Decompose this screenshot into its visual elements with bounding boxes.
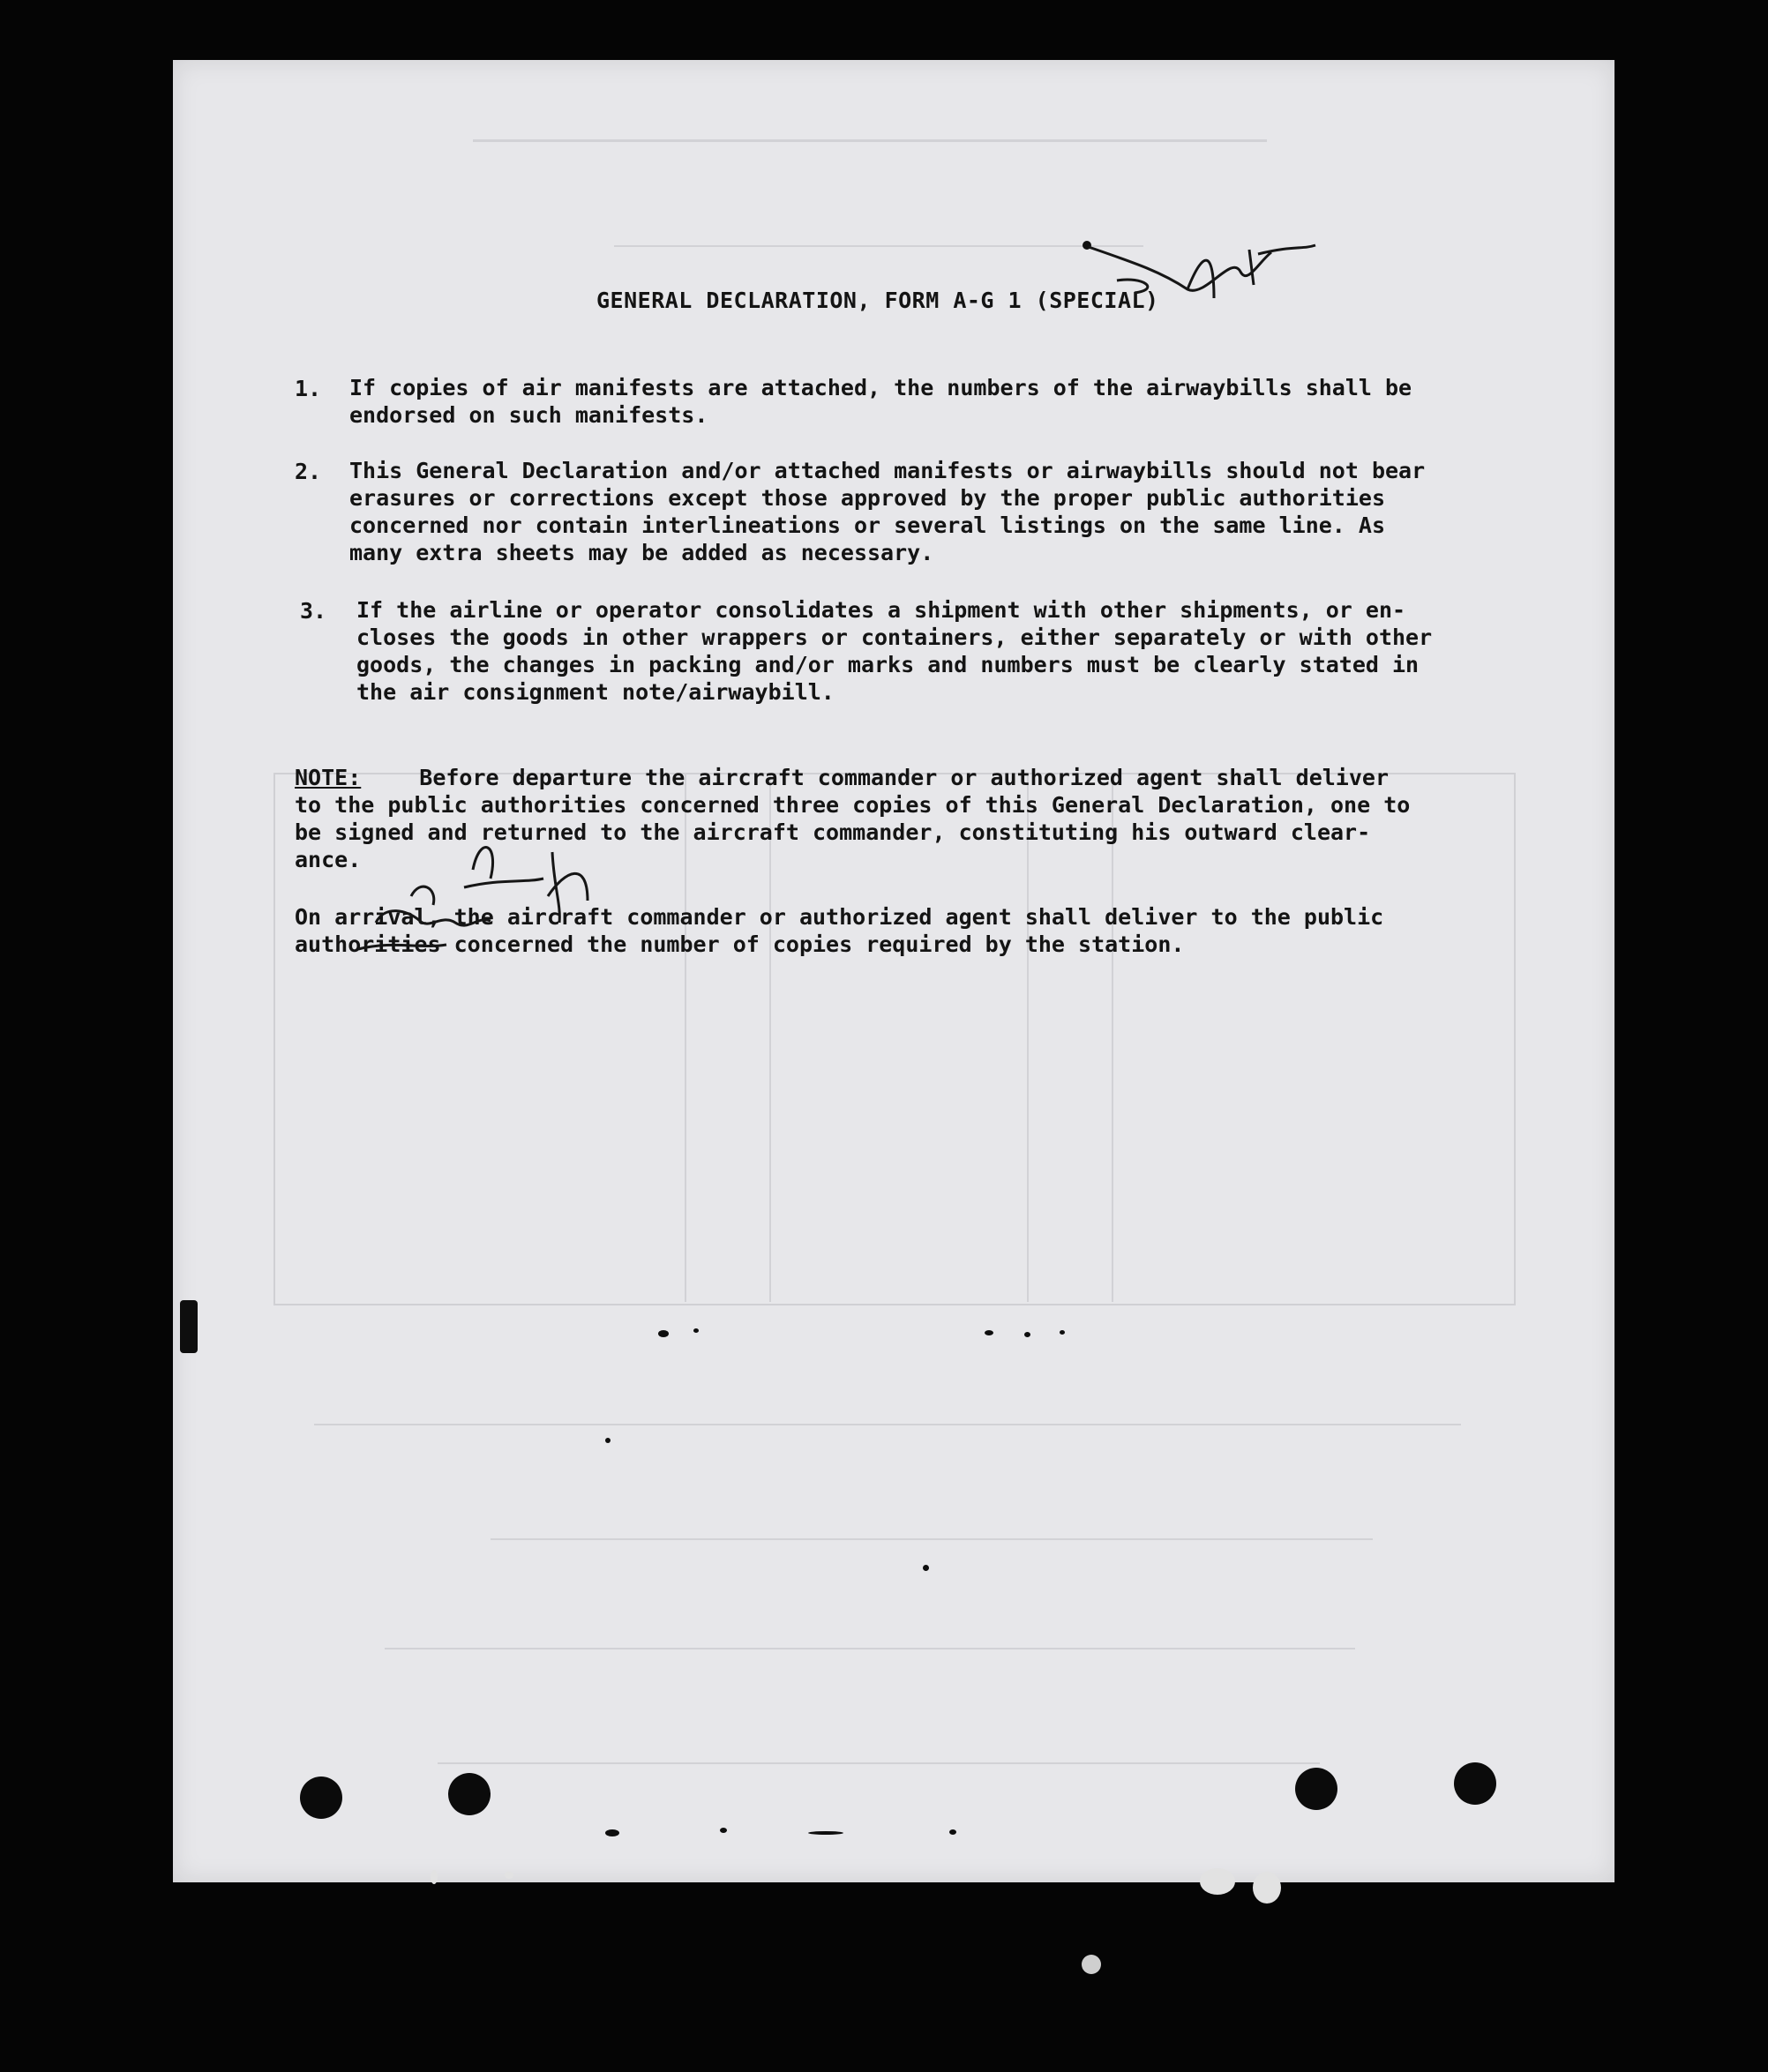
item-1-line: endorsed on such manifests.: [349, 402, 708, 428]
scan-artifact: [1253, 1872, 1281, 1904]
bleed-through-rule: [614, 245, 1143, 247]
note-first-line: [295, 764, 1410, 791]
note-line: be signed and returned to the aircraft commander, constituting his outward clear-: [295, 819, 1371, 845]
item-2-line: concerned nor contain interlineations or several listings on the same line. As: [349, 512, 1385, 538]
item-3-line: closes the goods in other wrappers or containers, either separately or with other: [356, 625, 1433, 650]
scan-artifact: [431, 1870, 438, 1884]
scan-artifact: [505, 1872, 513, 1879]
ink-speck: [605, 1438, 611, 1443]
ink-speck: [658, 1330, 669, 1337]
note-first-line-text: Before departure the aircraft commander or authorized agent shall deliver: [419, 765, 1390, 790]
handwritten-signature-graphic: [323, 817, 641, 976]
item-2-line: many extra sheets may be added as necessary.: [349, 540, 934, 565]
item-3-line: the air consignment note/airwaybill.: [356, 679, 835, 705]
bleed-through-rule: [473, 139, 1267, 142]
punch-hole: [1454, 1762, 1496, 1805]
bleed-through-rule: [491, 1538, 1373, 1540]
handwritten-initials-graphic: [1082, 236, 1329, 316]
ink-speck: [1024, 1332, 1030, 1337]
scan-artifact: [1082, 1955, 1101, 1974]
scan-artifact: [180, 1300, 198, 1353]
ink-speck: [949, 1829, 956, 1835]
item-1-number: 1.: [295, 376, 322, 401]
punch-hole: [1295, 1768, 1337, 1810]
bleed-through-rule: [385, 1648, 1355, 1649]
ink-speck: [605, 1829, 619, 1836]
item-3-number: 3.: [300, 598, 327, 624]
punch-hole: [448, 1773, 491, 1815]
scan-artifact: [1200, 1868, 1235, 1895]
bleed-through-rule: [314, 1424, 1461, 1425]
document-page: [173, 60, 1614, 1882]
item-3-line: goods, the changes in packing and/or marks and numbers must be clearly stated in: [356, 652, 1420, 677]
form-title: GENERAL DECLARATION, FORM A-G 1 (SPECIAL): [596, 288, 1159, 313]
item-3-text: [356, 596, 1480, 706]
item-1-text: [349, 374, 1473, 429]
note-line: ance.: [295, 847, 362, 872]
ink-speck: [808, 1831, 843, 1835]
ink-speck: [720, 1828, 727, 1833]
item-1-line: If copies of air manifests are attached, the numbers of the airwaybills shall be: [349, 375, 1412, 400]
arrival-line: On arrival, the aircraft commander or authorized agent shall deliver to the public: [295, 904, 1384, 930]
note-label: NOTE:: [295, 765, 362, 790]
bleed-through-rule: [438, 1762, 1320, 1764]
item-2-number: 2.: [295, 459, 322, 484]
item-3-line: If the airline or operator consolidates a shipment with other shipments, or en-: [356, 597, 1406, 623]
ink-speck: [1060, 1330, 1065, 1335]
ink-speck: [693, 1328, 699, 1333]
note-line: to the public authorities concerned three copies of this General Declaration, one to: [295, 792, 1411, 818]
ink-speck: [985, 1330, 993, 1335]
item-2-line: This General Declaration and/or attached manifests or airwaybills should not bear: [349, 458, 1426, 483]
arrival-line: authorities concerned the number of copies required by the station.: [295, 931, 1185, 957]
ink-speck: [923, 1565, 929, 1571]
punch-hole: [300, 1777, 342, 1819]
item-2-text: [349, 457, 1473, 566]
item-2-line: erasures or corrections except those approved by the proper public authorities: [349, 485, 1385, 511]
